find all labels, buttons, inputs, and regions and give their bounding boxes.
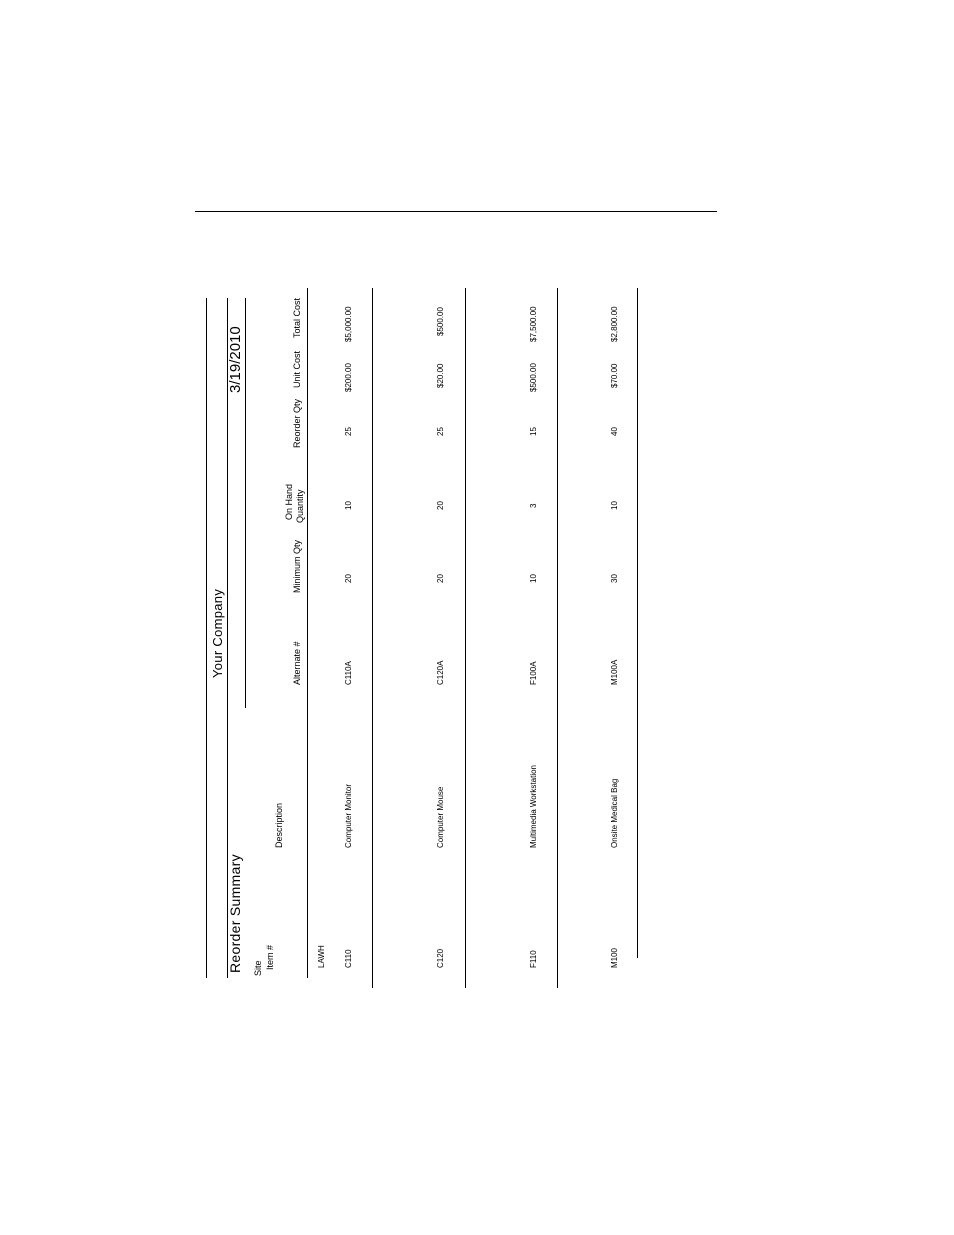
row-2-reorder-qty: 25 [436, 427, 445, 436]
header-bottom-rule [245, 298, 246, 708]
row-3-rule [557, 288, 558, 988]
row-2-total-cost: $500.00 [436, 307, 445, 336]
row-3-unit-cost: $500.00 [529, 363, 538, 392]
header-unit-cost: Unit Cost [292, 350, 302, 388]
row-4-on-hand: 10 [610, 501, 619, 510]
row-4-description: Onsite Medical Bag [610, 778, 619, 848]
row-3-minimum-qty: 10 [529, 574, 538, 583]
row-4-unit-cost: $70.00 [610, 363, 619, 388]
row-4-minimum-qty: 30 [610, 574, 619, 583]
row-1-minimum-qty: 20 [344, 574, 353, 583]
report-title: Reorder Summary [227, 854, 243, 973]
row-2-alternate: C120A [436, 660, 445, 685]
row-2-minimum-qty: 20 [436, 574, 445, 583]
site-name: LAWH [317, 945, 326, 968]
row-1-alternate: C110A [344, 661, 353, 685]
header-total-cost: Total Cost [292, 297, 302, 338]
row-2-rule [465, 288, 466, 988]
reorder-summary-report [200, 288, 650, 978]
row-1-total-cost: $5,000.00 [344, 306, 353, 342]
row-3-item: F110 [529, 950, 538, 968]
row-4-item: M100 [610, 947, 619, 968]
header-alternate: Alternate # [292, 641, 302, 685]
row-2-item: C120 [436, 948, 445, 968]
header-top-rule [206, 298, 207, 978]
row-3-total-cost: $7,500.00 [529, 306, 538, 342]
row-3-on-hand: 3 [529, 503, 538, 508]
row-4-alternate: M100A [610, 659, 619, 685]
row-4-rule [637, 288, 638, 958]
row-1-on-hand: 10 [344, 501, 353, 510]
row-1-reorder-qty: 25 [344, 427, 353, 436]
header-reorder-qty: Reorder Qty [292, 398, 302, 448]
header-on-hand-line1: On Hand [284, 483, 294, 520]
row-4-total-cost: $2,800.00 [610, 306, 619, 342]
row-3-alternate: F100A [529, 661, 538, 685]
header-minimum-qty: Minimum Qty [292, 539, 302, 593]
column-header-rule [307, 288, 308, 978]
header-item: Item # [265, 944, 275, 970]
header-site: Site [253, 960, 263, 976]
row-2-on-hand: 20 [436, 501, 445, 510]
row-4-reorder-qty: 40 [610, 427, 619, 436]
row-1-description: Computer Monitor [344, 783, 353, 848]
report-date: 3/19/2010 [227, 326, 244, 393]
row-2-unit-cost: $20.00 [436, 363, 445, 388]
row-3-description: Multimedia Workstation [529, 765, 538, 848]
header-description: Description [274, 802, 284, 848]
row-3-reorder-qty: 15 [529, 427, 538, 436]
row-1-item: C110 [344, 949, 353, 968]
header-on-hand-line2: Quantity [295, 489, 305, 523]
row-1-rule [372, 288, 373, 988]
row-1-unit-cost: $200.00 [344, 363, 353, 392]
row-2-description: Computer Mouse [436, 786, 445, 848]
page-top-rule [195, 211, 717, 212]
company-name: Your Company [210, 588, 225, 678]
